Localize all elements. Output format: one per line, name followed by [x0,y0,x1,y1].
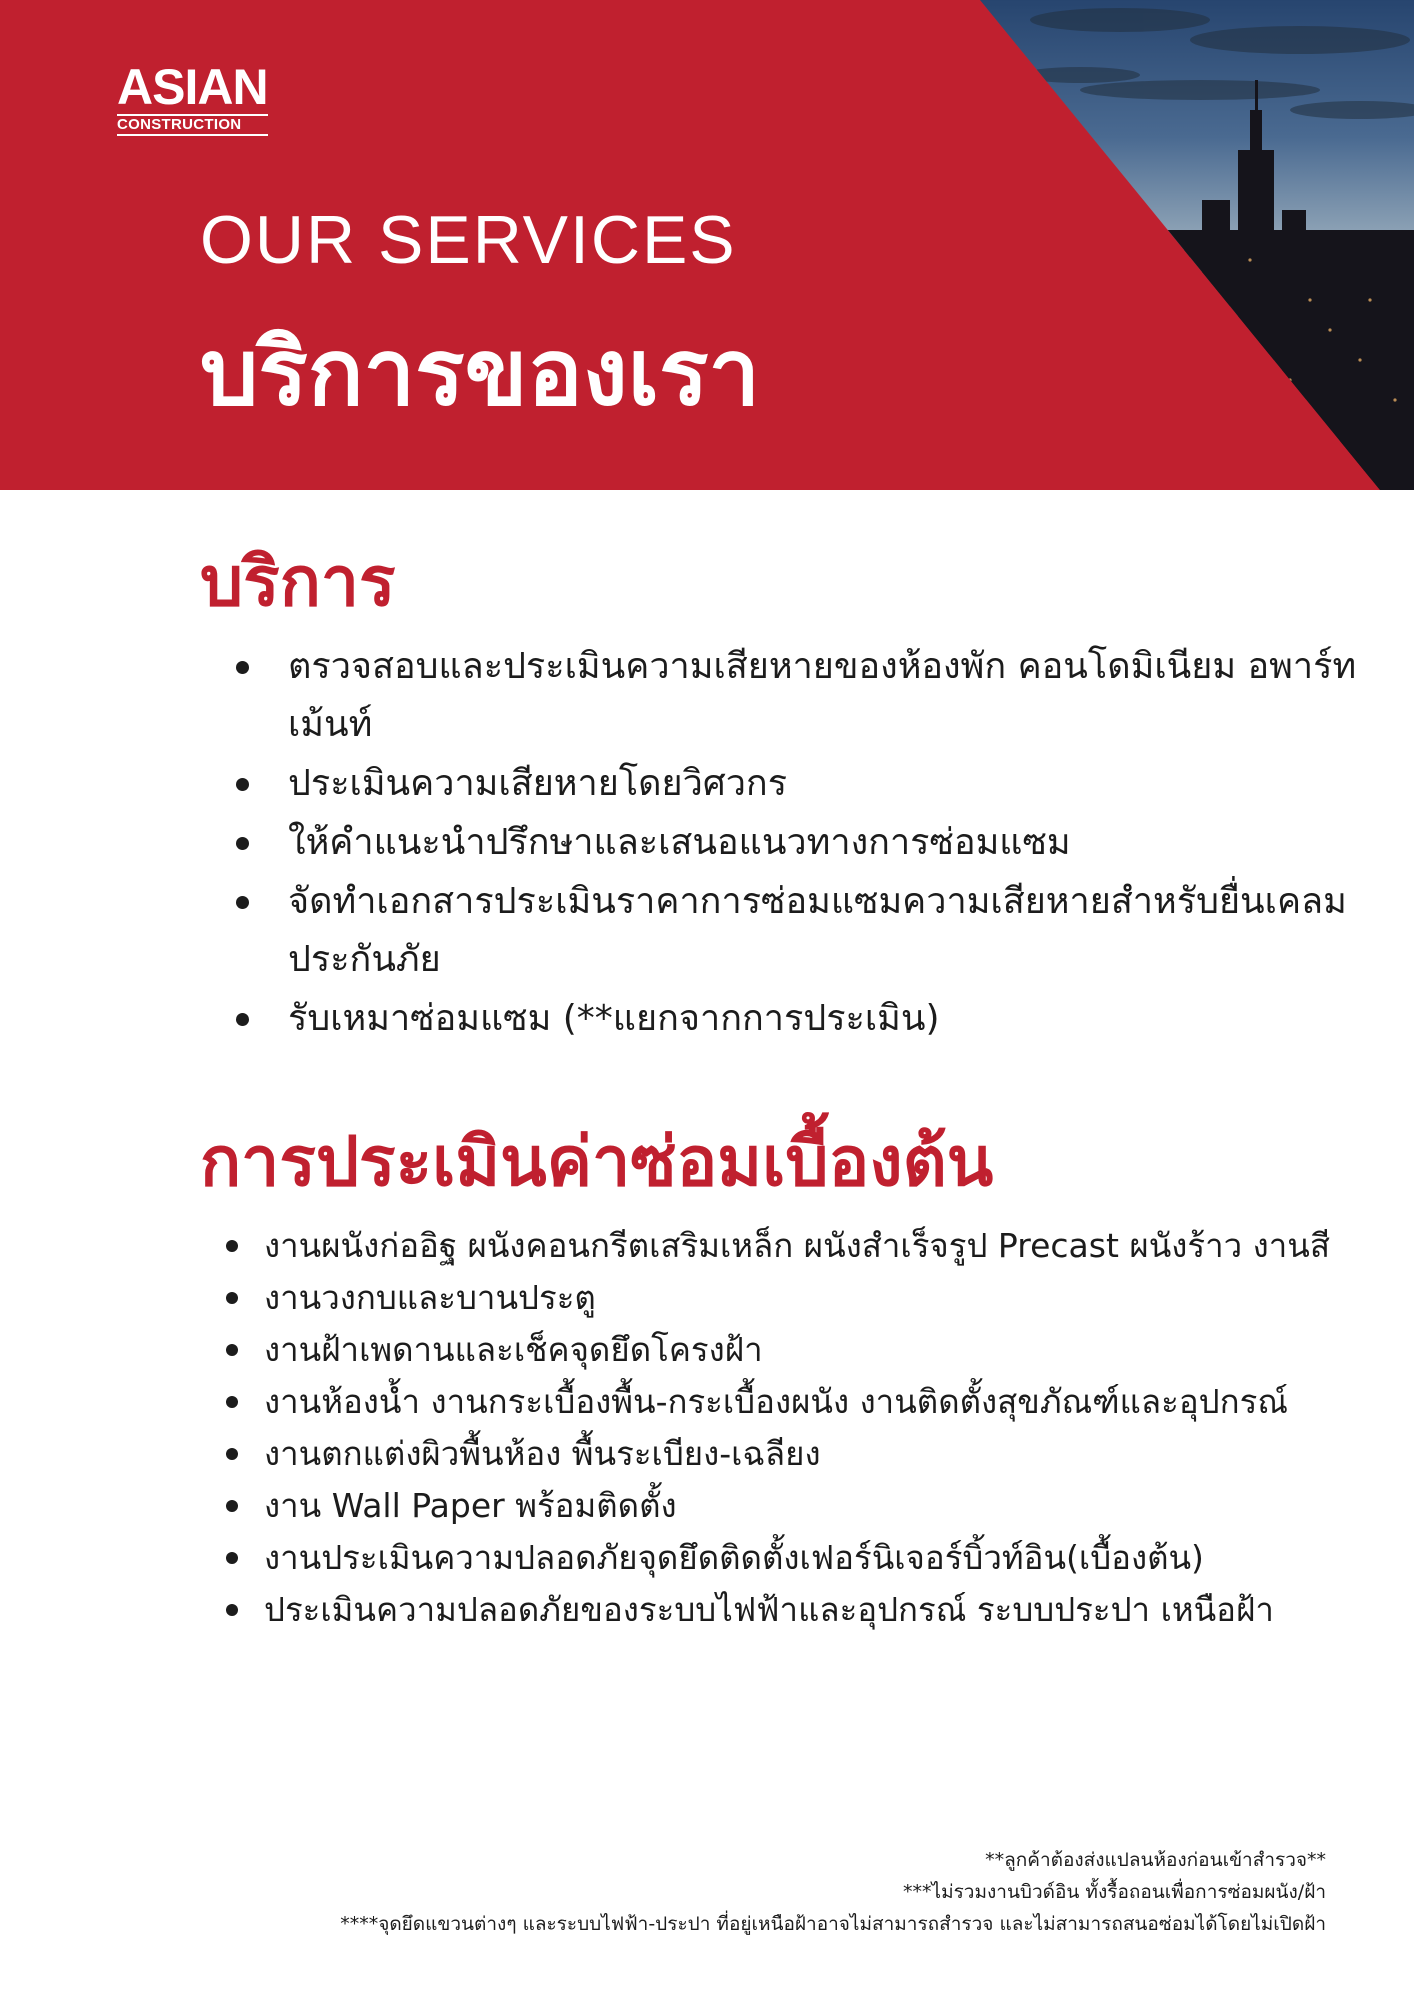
title-thai: บริการของเรา [200,319,761,426]
list-item: งานผนังก่ออิฐ ผนังคอนกรีตเสริมเหล็ก ผนังสำเร็จรูป Precast ผนังร้าว งานสี [214,1220,1364,1272]
footnotes [340,1844,1326,1940]
footnote: **ลูกค้าต้องส่งแปลนห้องก่อนเข้าสำรวจ** [985,1849,1326,1871]
footnote: ****จุดยึดแขวนต่างๆ และระบบไฟฟ้า-ประปา ที่อยู่เหนือฝ้าอาจไม่สามารถสำรวจ และไม่สามารถสนอซ่อมได้โดยไม่เปิดฝ้า [340,1913,1326,1935]
list-item: ประเมินความปลอดภัยของระบบไฟฟ้าและอุปกรณ์ ระบบประปา เหนือฝ้า [214,1584,1364,1636]
list-item: ประเมินความเสียหายโดยวิศวกร [224,755,1374,813]
list-item: งานฝ้าเพดานและเช็คจุดยึดโครงฝ้า [214,1324,1364,1376]
title-english: OUR SERVICES [200,202,737,278]
logo-sub-text: CONSTRUCTION [117,114,268,136]
footnote: ***ไม่รวมงานบิวด์อิน ทั้งรื้อถอนเพื่อการซ่อมผนัง/ฝ้า [903,1881,1326,1903]
list-item: จัดทำเอกสารประเมินราคาการซ่อมแซมความเสียหายสำหรับยื่นเคลมประกันภัย [224,873,1374,989]
services-list [224,638,1374,1049]
company-logo [117,59,268,136]
list-item: รับเหมาซ่อมแซม (**แยกจากการประเมิน) [224,990,1374,1048]
list-item: งานห้องน้ำ งานกระเบื้องพื้น-กระเบื้องผนัง งานติดตั้งสุขภัณฑ์และอุปกรณ์ [214,1376,1364,1428]
list-item: งานวงกบและบานประตู [214,1272,1364,1324]
list-item: ให้คำแนะนำปรึกษาและเสนอแนวทางการซ่อมแซม [224,814,1374,872]
list-item: ตรวจสอบและประเมินความเสียหายของห้องพัก คอนโดมิเนียม อพาร์ทเม้นท์ [224,638,1374,754]
header-banner [0,0,1414,490]
list-item: งานตกแต่งผิวพื้นห้อง พื้นระเบียง-เฉลียง [214,1428,1364,1480]
estimate-list [214,1220,1364,1636]
list-item: งาน Wall Paper พร้อมติดตั้ง [214,1480,1364,1532]
logo-main-text: ASIAN [117,59,268,115]
estimate-section-title: การประเมินค่าซ่อมเบื้องต้น [200,1123,994,1202]
list-item: งานประเมินความปลอดภัยจุดยึดติดตั้งเฟอร์นิเจอร์บิ้วท์อิน(เบื้องต้น) [214,1532,1364,1584]
services-section-title: บริการ [200,543,396,622]
